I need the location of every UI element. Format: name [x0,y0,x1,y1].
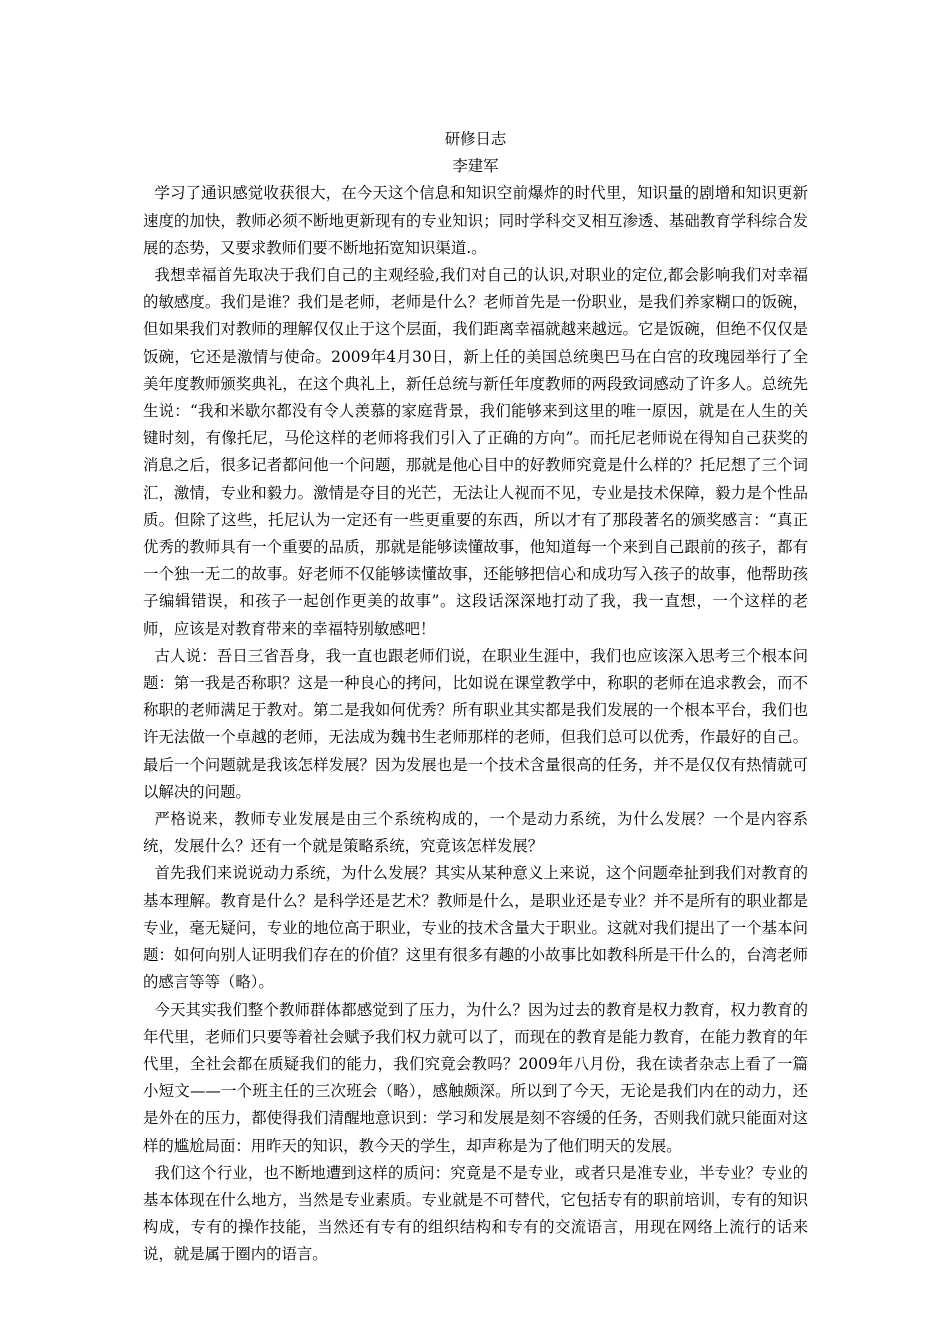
paragraph: 今天其实我们整个教师群体都感觉到了压力，为什么？因为过去的教育是权力教育，权力教育的年代里，老师们只要等着社会赋予我们权力就可以了，而现在的教育是能力教育，在能力教育的年代里，全社会都在质疑我们的能力，我们究竟会教吗？2009年八月份，我在读者杂志上看了一篇小短文——一个班主任的三次班会（略），感触颇深。所以到了今天，无论是我们内在的动力，还是外在的压力，都使得我们清醒地意识到：学习和发展是刻不容缓的任务，否则我们就只能面对这样的尴尬局面：用昨天的知识，教今天的学生，却声称是为了他们明天的发展。 [143,1000,808,1155]
paragraph: 学习了通识感觉收获很大，在今天这个信息和知识空前爆炸的时代里，知识量的剧增和知识更新速度的加快，教师必须不断地更新现有的专业知识；同时学科交叉相互渗透、基础教育学科综合发展的态势，又要求教师们要不断地拓宽知识渠道.。 [143,184,808,257]
document-title: 研修日志 [444,130,507,148]
paragraph: 古人说：吾日三省吾身，我一直也跟老师们说，在职业生涯中，我们也应该深入思考三个根本问题：第一我是否称职？这是一种良心的拷问，比如说在课堂教学中，称职的老师在追求教会，而不称职的老师满足于教对。第二是我如何优秀？所有职业其实都是我们发展的一个根本平台，我们也许无法做一个卓越的老师，无法成为魏书生老师那样的老师，但我们总可以优秀，作最好的自己。最后一个问题就是我该怎样发展？因为发展也是一个技术含量很高的任务，并不是仅仅有热情就可以解决的问题。 [143,646,808,801]
document-author: 李建军 [452,157,499,176]
document-page [143,126,808,1269]
paragraph: 首先我们来说说动力系统，为什么发展？其实从某种意义上来说，这个问题牵扯到我们对教育的基本理解。教育是什么？是科学还是艺术？教师是什么，是职业还是专业？并不是所有的职业都是专业，毫无疑问，专业的地位高于职业，专业的技术含量大于职业。这就对我们提出了一个基本问题：如何向别人证明我们存在的价值？这里有很多有趣的小故事比如教科所是干什么的，台湾老师的感言等等（略）。 [143,864,808,992]
paragraph: 严格说来，教师专业发展是由三个系统构成的，一个是动力系统，为什么发展？一个是内容系统，发展什么？还有一个就是策略系统，究竟该怎样发展？ [143,810,808,856]
paragraph: 我们这个行业，也不断地遭到这样的质问：究竟是不是专业，或者只是准专业，半专业？专业的基本体现在什么地方，当然是专业素质。专业就是不可替代，它包括专有的职前培训，专有的知识构成，专有的操作技能，当然还有专有的组织结构和专有的交流语言，用现在网络上流行的话来说，就是属于圈内的语言。 [143,1163,808,1264]
paragraph: 我想幸福首先取决于我们自己的主观经验,我们对自己的认识,对职业的定位,都会影响我们对幸福的敏感度。我们是谁？我们是老师，老师是什么？老师首先是一份职业，是我们养家糊口的饭碗，但如果我们对教师的理解仅仅止于这个层面，我们距离幸福就越来越远。它是饭碗，但绝不仅仅是饭碗，它还是激情与使命。2009年4月30日，新上任的美国总统奥巴马在白宫的玫瑰园举行了全美年度教师颁奖典礼，在这个典礼上，新任总统与新任年度教师的两段致词感动了许多人。总统先生说：“我和米歇尔都没有令人羡慕的家庭背景，我们能够来到这里的唯一原因，就是在人生的关键时刻，有像托尼，马伦这样的老师将我们引入了正确的方向”。而托尼老师说在得知自己获奖的消息之后，很多记者都问他一个问题，那就是他心目中的好教师究竟是什么样的？托尼想了三个词汇，激情，专业和毅力。激情是夺目的光芒，无法让人视而不见，专业是技术保障，毅力是个性品质。但除了这些，托尼认为一定还有一些更重要的东西，所以才有了那段著名的颁奖感言：“真正优秀的教师具有一个重要的品质，那就是能够读懂故事，他知道每一个来到自己跟前的孩子，都有一个独一无二的故事。好老师不仅能够读懂故事，还能够把信心和成功写入孩子的故事，他帮助孩子编辑错误，和孩子一起创作更美的故事”。这段话深深地打动了我，我一直想，一个这样的老师，应该是对教育带来的幸福特别敏感吧！ [143,266,808,638]
